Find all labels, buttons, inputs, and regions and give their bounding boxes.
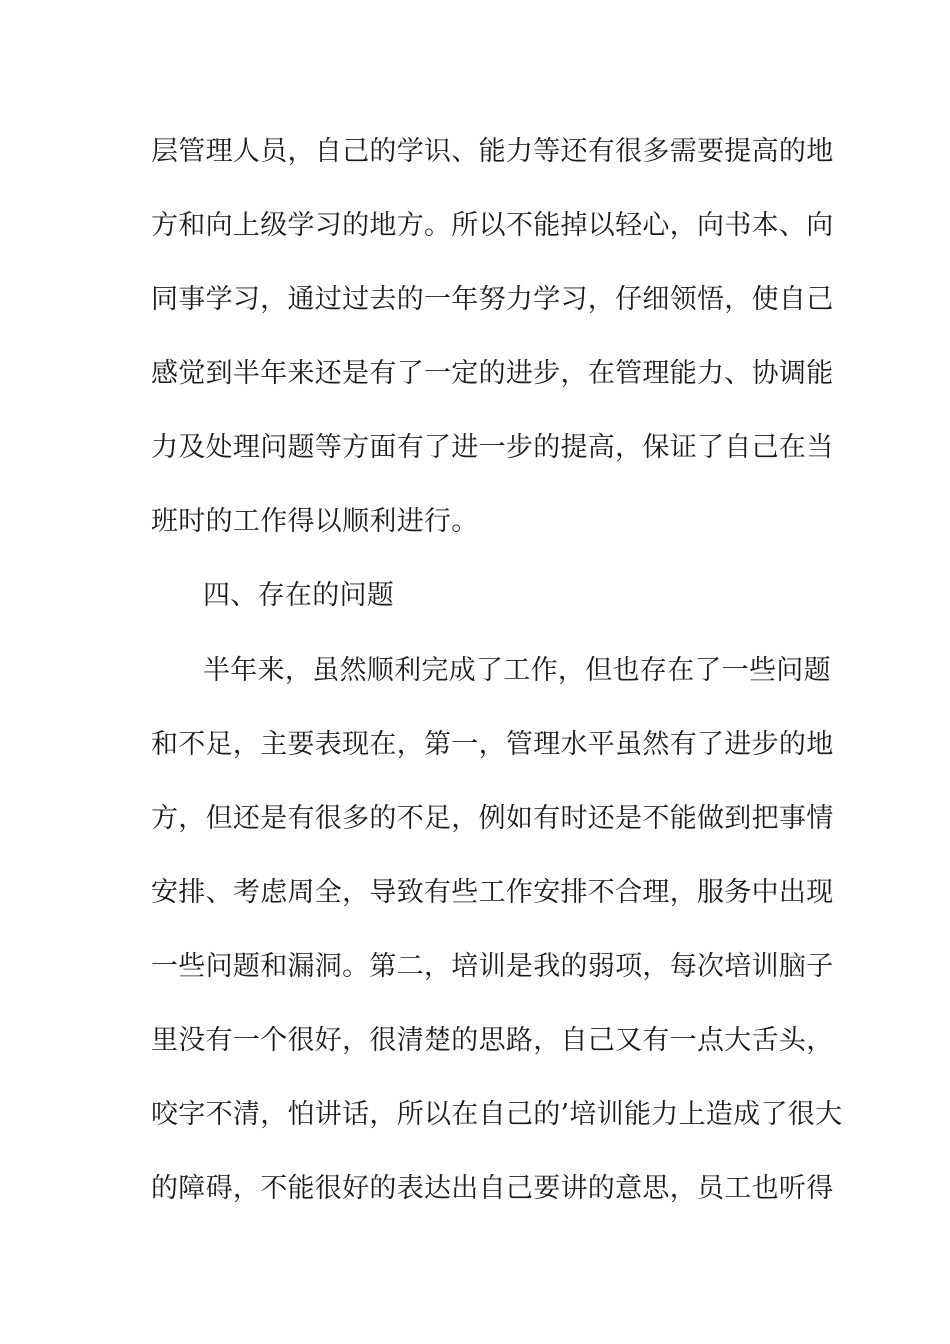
text-line: 咬字不清，怕讲话，所以在自己的’培训能力上造成了很大 (151, 1099, 843, 1130)
text-line: 层管理人员，自己的学识、能力等还有很多需要提高的地 (151, 136, 834, 167)
text-line: 班时的工作得以顺利进行。 (151, 506, 479, 537)
section-heading: 四、存在的问题 (203, 580, 395, 611)
text-line: 里没有一个很好，很清楚的思路，自己又有一点大舌头， (151, 1025, 834, 1056)
text-line: 力及处理问题等方面有了进一步的提高，保证了自己在当 (151, 432, 834, 463)
text-line: 一些问题和漏洞。第二，培训是我的弱项，每次培训脑子 (151, 951, 834, 982)
text-line: 同事学习，通过过去的一年努力学习，仔细领悟，使自己 (151, 284, 834, 315)
text-line: 方和向上级学习的地方。所以不能掉以轻心，向书本、向 (151, 210, 834, 241)
text-line: 方，但还是有很多的不足，例如有时还是不能做到把事情 (151, 803, 834, 834)
text-line: 的障碍，不能很好的表达出自己要讲的意思，员工也听得 (151, 1173, 834, 1204)
text-line: 感觉到半年来还是有了一定的进步，在管理能力、协调能 (151, 358, 834, 389)
text-line: 安排、考虑周全，导致有些工作安排不合理，服务中出现 (151, 877, 834, 908)
paragraph-first-line: 半年来，虽然顺利完成了工作，但也存在了一些问题 (203, 655, 831, 686)
text-line: 和不足，主要表现在，第一，管理水平虽然有了进步的地 (151, 729, 834, 760)
